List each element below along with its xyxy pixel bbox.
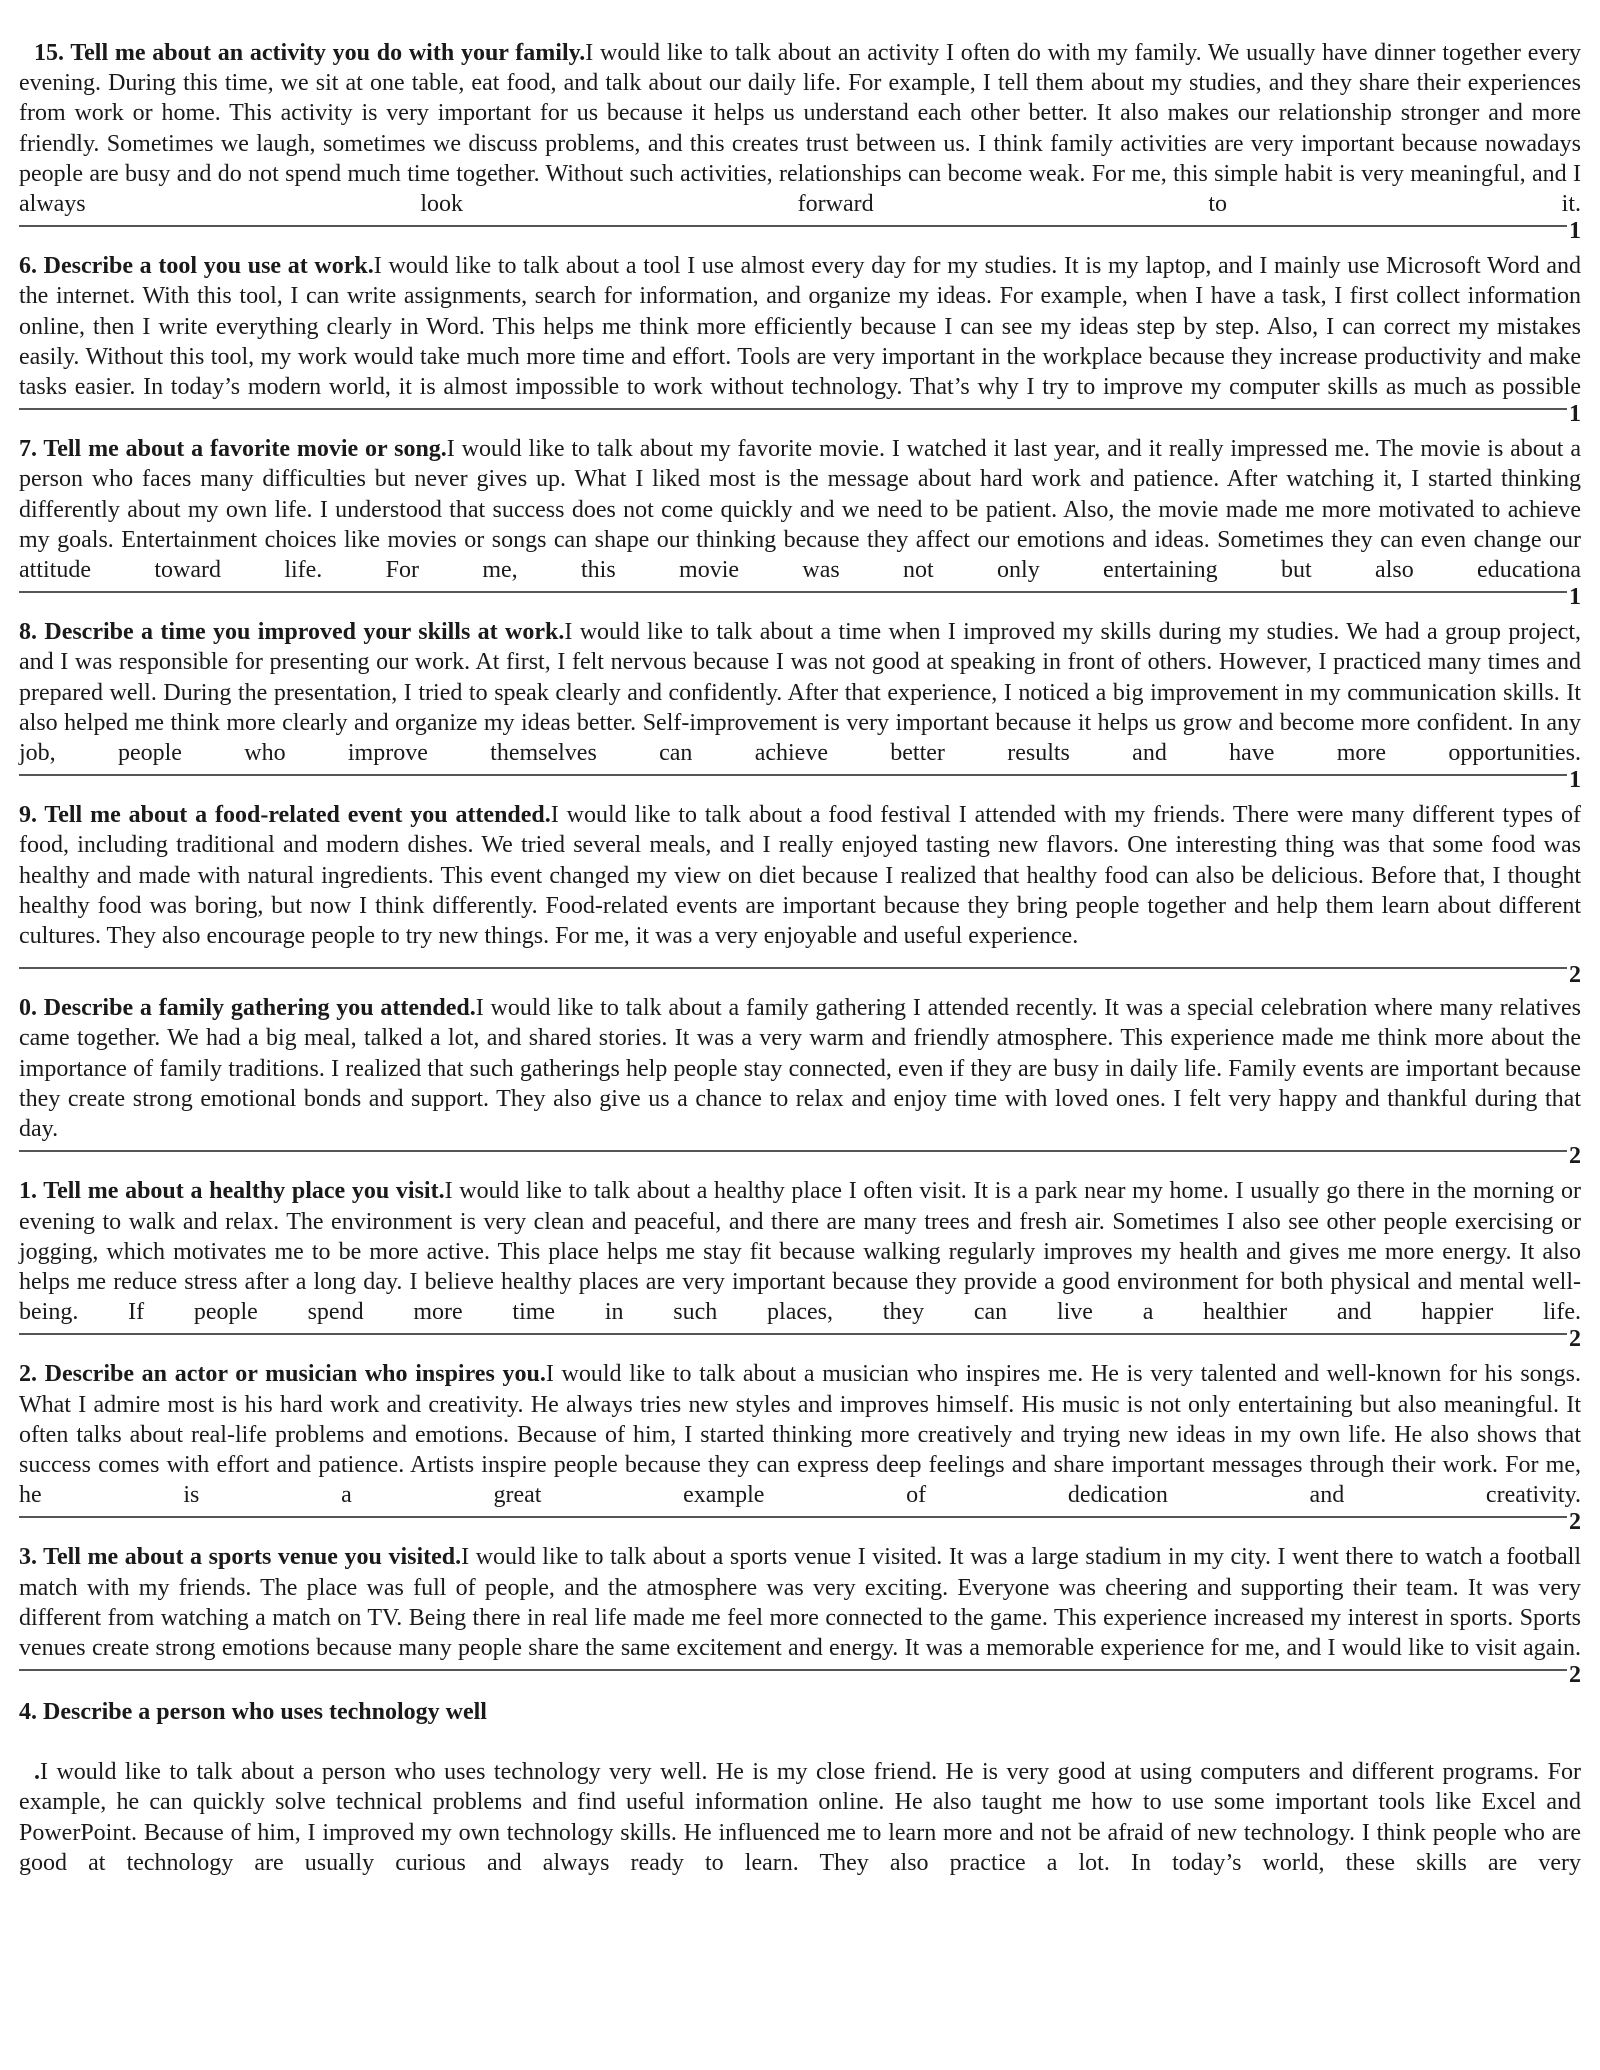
separator — [19, 219, 1581, 251]
answer-text: I would like to talk about a person who uses technology very well. He is my close friend. He is very good at using computers and different programs. For example, he can quickly solve technical problems and find useful information online. He also taught me how to use some important tools like Excel and PowerPoint. Because of him, I improved my own technology skills. He influenced me to learn more and not be afraid of new technology. I think people who are good at technology are usually curious and always ready to learn. They also practice a lot. In today’s world, these skills are very — [19, 1759, 1581, 1876]
entry-8 — [19, 617, 1581, 800]
separator — [19, 1327, 1581, 1359]
question-heading: 3. Tell me about a sports venue you visited. — [19, 1544, 462, 1571]
separator — [19, 1663, 1581, 1695]
answer-text: I would like to talk about a food festival I attended with my friends. There were many different types of food, including traditional and modern dishes. We tried several meals, and I really enjoyed tasting new flavors. One interesting thing was that some food was healthy and made with natural ingredients. This event changed my view on diet because I realized that healthy food can also be delicious. Before that, I thought healthy food was boring, but now I think differently. Food-related events are important because they bring people together and help them learn about different cultures. They also encourage people to try new things. For me, it was a very enjoyable and useful experience. — [19, 802, 1581, 950]
page-mark: 2 — [1569, 1662, 1581, 1689]
question-heading: 15. Tell me about an activity you do with your family. — [34, 40, 586, 66]
separator — [19, 953, 1581, 989]
question-heading: 1. Tell me about a healthy place you visit. — [19, 1178, 445, 1205]
entry-paragraph — [19, 800, 1581, 951]
entry-2 — [19, 1359, 1581, 1542]
separator — [19, 585, 1581, 617]
page-mark: 2 — [1569, 1326, 1581, 1353]
entry-paragraph — [19, 617, 1581, 768]
question-heading: 7. Tell me about a favorite movie or song. — [19, 436, 447, 463]
entry-paragraph — [19, 1176, 1581, 1327]
entry-paragraph — [19, 1542, 1581, 1663]
page-mark: 2 — [1569, 962, 1581, 989]
divider-line — [19, 1669, 1567, 1671]
answer-text: I would like to talk about a family gathering I attended recently. It was a special celebration where many relatives came together. We had a big meal, talked a lot, and shared stories. It was a very warm and friendly atmosphere. This experience made me think more about the importance of family traditions. I realized that such gatherings help people stay connected, even if they are busy in daily life. Family events are important because they create strong emotional bonds and support. They also give us a chance to relax and enjoy time with loved ones. I felt very happy and thankful during that day. — [19, 995, 1581, 1143]
answer-text: I would like to talk about a tool I use almost every day for my studies. It is my laptop, and I mainly use Microsoft Word and the internet. With this tool, I can write assignments, search for information, and organize my ideas. For example, when I have a task, I first collect information online, then I write everything clearly in Word. This helps me think more efficiently because I can see my ideas step by step. Also, I can correct my mistakes easily. Without this tool, my work would take much more time and effort. Tools are very important in the workplace because they increase productivity and make tasks easier. In today’s modern world, it is almost impossible to work without technology. That’s why I try to improve my computer skills as much as possible — [19, 253, 1582, 401]
entry-1 — [19, 1176, 1581, 1359]
divider-line — [19, 1516, 1567, 1518]
separator — [19, 1144, 1581, 1176]
page-mark: 1 — [1569, 401, 1581, 428]
entry-7 — [19, 434, 1581, 617]
answer-text: I would like to talk about a sports venue I visited. It was a large stadium in my city. I went there to watch a football match with my friends. The place was full of people, and the atmosphere was very exciting. Everyone was cheering and supporting their team. It was very different from watching a match on TV. Being there in real life made me feel more connected to the game. This experience increased my interest in sports. Sports venues create strong emotions because many people share the same excitement and energy. It was a memorable experience for me, and I would like to visit again. — [19, 1544, 1581, 1661]
divider-line — [19, 408, 1567, 410]
document-body — [19, 38, 1581, 1878]
divider-line — [19, 774, 1567, 776]
page-mark: 2 — [1569, 1143, 1581, 1170]
entry-9 — [19, 800, 1581, 989]
answer-text: I would like to talk about a healthy place I often visit. It is a park near my home. I usually go there in the morning or evening to walk and relax. The environment is very clean and peaceful, and there are many trees and fresh air. Sometimes I also see other people exercising or jogging, which motivates me to be more active. This place helps me stay fit because walking regularly improves my health and gives me more energy. It also helps me reduce stress after a long day. I believe healthy places are very important because they provide a good environment for both physical and mental well-being. If people spend more time in such places, they can live a healthier and happier life. — [19, 1178, 1581, 1326]
divider-line — [19, 225, 1567, 227]
question-heading: 6. Describe a tool you use at work. — [19, 253, 374, 280]
question-heading: 2. Describe an actor or musician who inspires you. — [19, 1361, 546, 1388]
page-mark: 1 — [1569, 218, 1581, 245]
entry-paragraph — [19, 251, 1581, 402]
entry-paragraph — [19, 993, 1581, 1144]
separator — [19, 1510, 1581, 1542]
answer-text: I would like to talk about my favorite movie. I watched it last year, and it really impressed me. The movie is about a person who faces many difficulties but never gives up. What I liked most is the message about hard work and patience. After watching it, I started thinking differently about my own life. I understood that success does not come quickly and we need to be patient. Also, the movie made me more motivated to achieve my goals. Entertainment choices like movies or songs can shape our thinking because they affect our emotions and ideas. Sometimes they can even change our attitude toward life. For me, this movie was not only entertaining but also educationa — [19, 436, 1581, 584]
answer-text: I would like to talk about a musician who inspires me. He is very talented and well-known for his songs. What I admire most is his hard work and creativity. He always tries new styles and improves himself. His music is not only entertaining but also meaningful. It often talks about real-life problems and emotions. Because of him, I started thinking more creatively and trying new ideas in my own life. He also shows that success comes with effort and patience. Artists inspire people because they can express deep feelings and share important messages through their work. For me, he is a great example of dedication and creativity. — [19, 1361, 1581, 1509]
page-mark: 2 — [1569, 1509, 1581, 1536]
question-heading: 0. Describe a family gathering you attended. — [19, 995, 476, 1022]
entry-paragraph — [19, 434, 1581, 585]
page-mark: 1 — [1569, 767, 1581, 794]
divider-line — [19, 1150, 1567, 1152]
divider-line — [19, 591, 1567, 593]
entry-3 — [19, 1542, 1581, 1695]
question-heading: 8. Describe a time you improved your skills at work. — [19, 619, 565, 646]
entry-15 — [19, 38, 1581, 251]
separator — [19, 768, 1581, 800]
heading-gap — [19, 1727, 1581, 1757]
entry-4 — [19, 1697, 1581, 1878]
question-heading: 9. Tell me about a food-related event you attended. — [19, 802, 551, 829]
entry-paragraph — [19, 38, 1581, 219]
entry-paragraph — [19, 1757, 1581, 1878]
answer-text: I would like to talk about an activity I often do with my family. We usually have dinner together every evening. During this time, we sit at one table, eat food, and talk about our daily life. For example, I tell them about my studies, and they share their experiences from work or home. This activity is very important for us because it helps us understand each other better. It also makes our relationship stronger and more friendly. Sometimes we laugh, sometimes we discuss problems, and this creates trust between us. I think family activities are very important because nowadays people are busy and do not spend much time together. Without such activities, relationships can become weak. For me, this simple habit is very meaningful, and I always look forward to it. — [19, 40, 1582, 218]
leading-dot: . — [34, 1759, 40, 1786]
entry-6 — [19, 251, 1581, 434]
separator — [19, 402, 1581, 434]
entry-paragraph — [19, 1359, 1581, 1510]
page-mark: 1 — [1569, 584, 1581, 611]
entry-0 — [19, 993, 1581, 1176]
question-heading: 4. Describe a person who uses technology well — [19, 1699, 487, 1726]
divider-line — [19, 1333, 1567, 1335]
answer-text: I would like to talk about a time when I improved my skills during my studies. We had a group project, and I was responsible for presenting our work. At first, I felt nervous because I was not good at speaking in front of others. However, I practiced many times and prepared well. During the presentation, I tried to speak clearly and confidently. After that experience, I noticed a big improvement in my communication skills. It also helped me think more clearly and organize my ideas better. Self-improvement is very important because it helps us grow and become more confident. In any job, people who improve themselves can achieve better results and have more opportunities. — [19, 619, 1581, 767]
divider-line — [19, 967, 1567, 969]
